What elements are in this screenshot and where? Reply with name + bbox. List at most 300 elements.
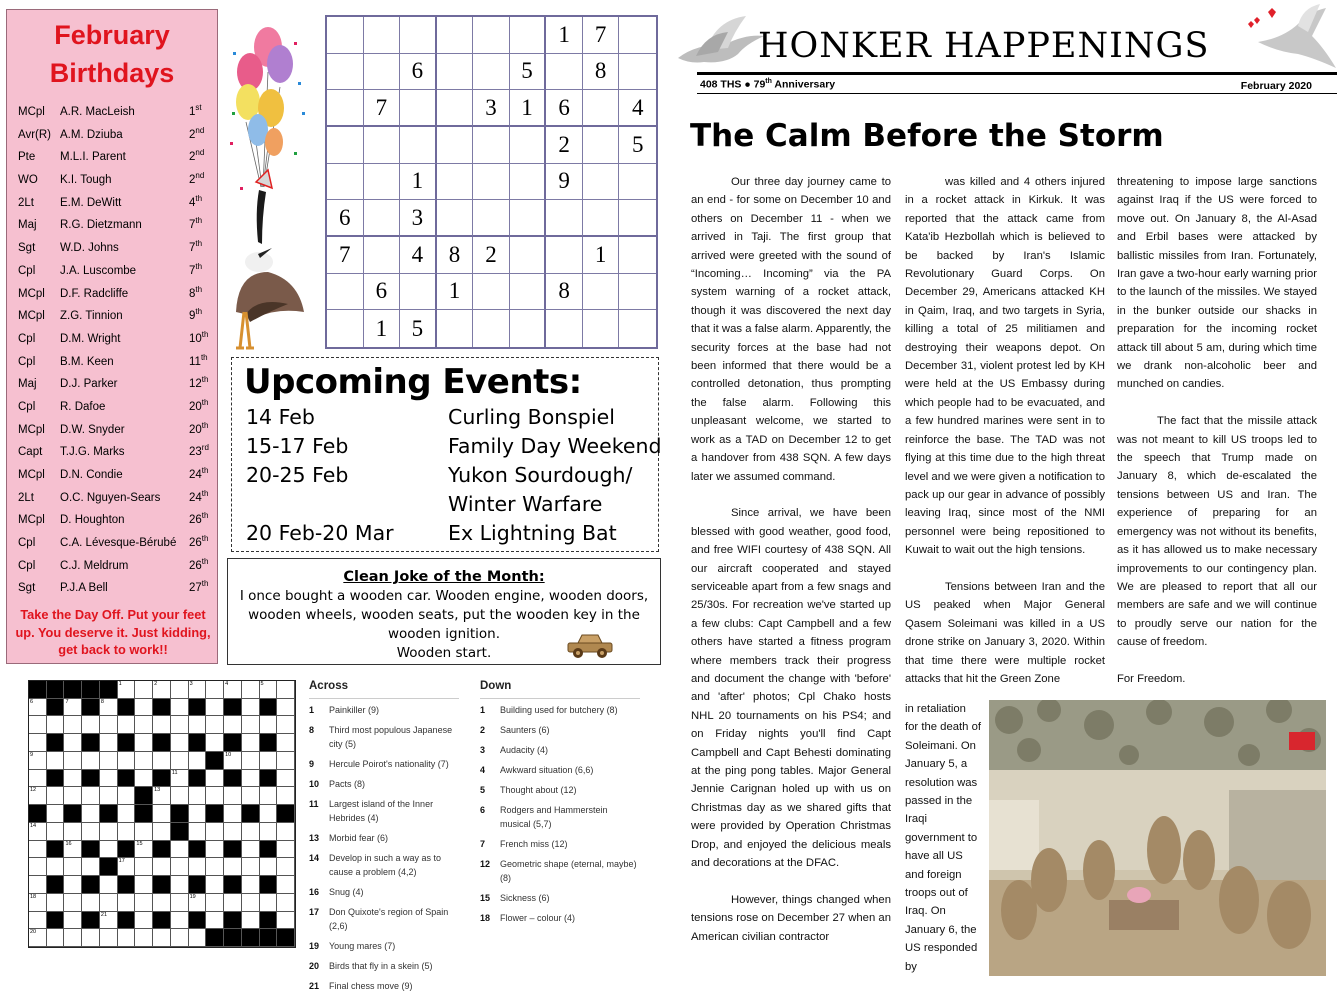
article-headline: The Calm Before the Storm (690, 118, 1164, 154)
sudoku-cell (327, 164, 364, 201)
crossword-block (153, 699, 171, 717)
crossword-block (82, 699, 100, 717)
birthday-day: 20th (189, 420, 209, 436)
clue-number: 6 (480, 805, 486, 815)
crossword-cell (153, 858, 171, 876)
crossword-cell (135, 858, 153, 876)
clue-text: Develop in such a way as to cause a problem (4,2) (329, 853, 442, 877)
down-clue (480, 723, 640, 737)
masthead-rule-top (697, 72, 1337, 75)
crossword-cell (171, 716, 189, 734)
crossword-cell (135, 912, 153, 930)
crossword-cell (47, 894, 65, 912)
birthday-name: E.M. DeWitt (60, 196, 122, 209)
crossword-cell (206, 716, 224, 734)
clue-number: 1 (309, 705, 315, 715)
crossword-block (189, 876, 207, 894)
clue-number: 19 (309, 941, 320, 951)
crossword-cell (206, 823, 224, 841)
crossword-cell (64, 841, 82, 859)
crossword-cell (47, 752, 65, 770)
crossword-cell (206, 858, 224, 876)
crossword-cell (189, 929, 207, 947)
down-heading: Down (480, 680, 640, 699)
sudoku-cell (619, 17, 656, 54)
birthday-row (7, 508, 219, 531)
crossword-number: 4 (225, 681, 229, 687)
crossword-block (260, 876, 278, 894)
sudoku-cell: 4 (619, 90, 656, 127)
crossword-cell (153, 805, 171, 823)
crossword-cell (242, 876, 260, 894)
sudoku-cell: 7 (364, 90, 401, 127)
crossword-cell (277, 876, 295, 894)
sudoku-cell: 1 (364, 310, 401, 347)
crossword-cell (82, 716, 100, 734)
crossword-cell (277, 752, 295, 770)
crossword-block (47, 681, 65, 699)
crossword-cell (82, 752, 100, 770)
article-paragraph: Tensions between Iran and the US peaked when Major General Qasem Soleimani was killed in a US drone strike on January 3, 2020. Within that time there were multiple rocket attacks that hit the Green Zone (905, 580, 1105, 685)
birthday-row (7, 531, 219, 554)
crossword-block (206, 752, 224, 770)
crossword-block (118, 841, 136, 859)
birthdays-panel (6, 9, 218, 664)
sudoku-cell: 6 (400, 54, 437, 91)
crossword-cell (29, 929, 47, 947)
crossword-cell (224, 805, 242, 823)
down-clue (480, 703, 640, 717)
crossword-cell (260, 681, 278, 699)
article-paragraph: For Freedom. (1117, 672, 1186, 685)
sudoku-cell (546, 310, 583, 347)
crossword-cell (64, 912, 82, 930)
down-clue (480, 891, 640, 905)
crossword-number: 18 (30, 893, 37, 900)
birthday-row (7, 123, 219, 146)
crossword-block (189, 734, 207, 752)
crossword-cell (29, 876, 47, 894)
sudoku-cell (583, 127, 620, 164)
sudoku-cell (473, 274, 510, 311)
crossword-block (153, 876, 171, 894)
article-column-2-continued: in retaliation for the death of Soleimani. On January 5, a resolution was passed in the Iraqi government to have all US and foreign troops out of Iraq. On January 6, the US responded by (905, 703, 981, 973)
sudoku-cell (546, 54, 583, 91)
crossword-cell (242, 752, 260, 770)
masthead-rule-bottom (697, 93, 1337, 94)
crossword-cell (277, 699, 295, 717)
event-date: 15-17 Feb (246, 434, 349, 458)
masthead-subline: 408 THS ● 79th Anniversary (700, 78, 836, 91)
crossword-cell (171, 912, 189, 930)
birthday-name: C.J. Meldrum (60, 559, 129, 572)
crossword-cell (206, 681, 224, 699)
birthday-name: W.D. Johns (60, 242, 119, 255)
clue-text: French miss (12) (500, 839, 568, 849)
crossword-cell (277, 841, 295, 859)
crossword-block (153, 912, 171, 930)
clue-text: Birds that fly in a skein (5) (329, 961, 433, 971)
clue-text: Saunters (6) (500, 725, 550, 735)
crossword-cell (224, 716, 242, 734)
birthday-day: 2nd (189, 125, 205, 141)
crossword-block (277, 929, 295, 947)
crossword-number: 7 (65, 698, 69, 705)
crossword-block (47, 912, 65, 930)
crossword-block (47, 770, 65, 788)
crossword-cell (260, 787, 278, 805)
crossword-block (64, 805, 82, 823)
crossword-block (189, 699, 207, 717)
sudoku-cell (510, 310, 547, 347)
crossword-block (224, 841, 242, 859)
birthday-rank: Maj (18, 219, 37, 232)
crossword-cell (100, 770, 118, 788)
birthday-day: 26th (189, 556, 209, 572)
birthday-day: 9th (189, 307, 203, 323)
birthday-rank: MCpl (18, 310, 45, 323)
sudoku-cell: 1 (510, 90, 547, 127)
sudoku-cell (510, 237, 547, 274)
crossword-block (260, 770, 278, 788)
birthday-day: 24th (189, 466, 209, 481)
birthday-day: 12th (189, 375, 209, 391)
across-clue (309, 959, 459, 973)
sudoku-cell: 6 (546, 90, 583, 127)
birthday-rank: WO (18, 174, 38, 187)
crossword-block (224, 929, 242, 947)
sudoku-grid (325, 15, 658, 349)
crossword-cell (171, 770, 189, 788)
article-column-2 (905, 173, 1105, 707)
crossword-block (82, 841, 100, 859)
crossword-cell (100, 716, 118, 734)
crossword-cell (242, 841, 260, 859)
crossword-block (224, 770, 242, 788)
crossword-block (29, 681, 47, 699)
down-clue (480, 911, 640, 925)
sudoku-cell: 8 (583, 54, 620, 91)
clue-text: Don Quixote's region of Spain (2,6) (329, 907, 449, 931)
clue-text: Audacity (4) (500, 745, 549, 755)
across-clue (309, 979, 459, 993)
crossword-block (153, 841, 171, 859)
crossword-cell (206, 770, 224, 788)
crossword-block (153, 770, 171, 788)
crossword-cell (135, 841, 153, 859)
crossword-cell (100, 929, 118, 947)
clue-number: 20 (309, 961, 320, 971)
sudoku-cell (327, 54, 364, 91)
sudoku-cell: 1 (437, 274, 474, 311)
crossword-number: 13 (154, 787, 161, 794)
crossword-cell (260, 894, 278, 912)
birthday-name: M.L.I. Parent (60, 151, 126, 164)
birthday-row (7, 259, 219, 282)
article-paragraph: Since arrival, we have been blessed with good weather, good food, and free WIFI courtesy of 438 SQN. All our aircraft cooperated and stayed serviceable apart from a few snags and 25/30s. For recreation we've started up a few clubs: Capt Campbell and a few others have started a fitness program where members track their progress and document the change with 'before' and 'after' photos; Cpl Chako hosts NHL 20 tournaments on his PS4; and on Friday nights you'll find Capt Campbell and Capt Behesti dominating at the ping pong tables. Major General Jennie Carignan holed up with us on Christmas day as we shared gifts that were provided by Operation Christmas Drop, and enjoyed the delicious meals and decorations at the DFAC. (691, 507, 891, 870)
sudoku-cell (583, 90, 620, 127)
crossword-cell (100, 823, 118, 841)
crossword-cell (118, 894, 136, 912)
crossword-cell (171, 841, 189, 859)
crossword-cell (189, 894, 207, 912)
crossword-number: 12 (30, 787, 37, 794)
dove-left-illustration (676, 14, 766, 74)
clue-text: Painkiller (9) (329, 705, 380, 715)
down-clues (480, 680, 640, 931)
crossword-cell (64, 770, 82, 788)
sudoku-cell (364, 17, 401, 54)
birthday-list (7, 100, 219, 599)
crossword-cell (100, 699, 118, 717)
crossword-cell (224, 752, 242, 770)
birthday-day: 23rd (189, 443, 209, 459)
crossword-cell (64, 823, 82, 841)
sudoku-cell: 3 (473, 90, 510, 127)
crossword-cell (171, 894, 189, 912)
event-name: Curling Bonspiel (448, 405, 615, 429)
crossword-block (260, 841, 278, 859)
crossword-cell (100, 787, 118, 805)
crossword-cell (224, 823, 242, 841)
crossword-cell (64, 894, 82, 912)
birthday-day: 2nd (189, 171, 205, 187)
crossword-cell (189, 858, 207, 876)
balloons-goose-illustration (228, 12, 318, 352)
clue-number: 13 (309, 833, 320, 843)
crossword-cell (224, 858, 242, 876)
crossword-block (47, 699, 65, 717)
crossword-cell (29, 752, 47, 770)
crossword-cell (153, 929, 171, 947)
birthdays-footer: Take the Day Off. Put your feet up. You deserve it. Just kidding, get back to work!! (15, 607, 211, 657)
crossword-cell (171, 787, 189, 805)
birthday-rank: Avr(R) (18, 128, 52, 141)
newsletter-masthead: HONKER HAPPENINGS (758, 26, 1210, 66)
crossword-cell (153, 716, 171, 734)
sudoku-cell: 1 (583, 237, 620, 274)
crossword-cell (64, 699, 82, 717)
sudoku-cell: 8 (546, 274, 583, 311)
crossword-number: 1 (118, 681, 122, 687)
sudoku-cell: 9 (546, 164, 583, 201)
sudoku-cell: 7 (327, 237, 364, 274)
sudoku-cell: 1 (546, 17, 583, 54)
crossword-cell (118, 858, 136, 876)
crossword-cell (29, 699, 47, 717)
crossword-block (118, 912, 136, 930)
birthday-row (7, 191, 219, 214)
birthday-rank: Sgt (18, 582, 36, 595)
crossword-cell (29, 770, 47, 788)
birthday-day: 7th (189, 216, 203, 232)
crossword-block (242, 929, 260, 947)
birthday-row (7, 327, 219, 350)
crossword-cell (242, 699, 260, 717)
crossword-number: 15 (136, 840, 143, 847)
crossword-cell (135, 894, 153, 912)
crossword-cell (135, 876, 153, 894)
crossword-cell (171, 734, 189, 752)
crossword-cell (100, 876, 118, 894)
birthday-name: J.A. Luscombe (60, 264, 137, 277)
crossword-block (47, 841, 65, 859)
crossword-block (224, 699, 242, 717)
issue-date: February 2020 (1240, 80, 1312, 92)
crossword-number: 21 (100, 911, 108, 918)
crossword-cell (153, 894, 171, 912)
crossword-cell (64, 716, 82, 734)
crossword-cell (260, 805, 278, 823)
birthday-day: 26th (189, 534, 209, 550)
crossword-cell (224, 681, 242, 699)
crossword-grid (28, 680, 296, 948)
crossword-cell (153, 787, 171, 805)
sudoku-cell (510, 17, 547, 54)
sudoku-cell (546, 237, 583, 274)
crossword-cell (242, 894, 260, 912)
crossword-block (171, 805, 189, 823)
birthday-rank: Cpl (18, 400, 36, 413)
crossword-cell (206, 912, 224, 930)
sudoku-cell (437, 90, 474, 127)
sudoku-cell: 1 (400, 164, 437, 201)
sudoku-cell (583, 274, 620, 311)
crossword-cell (224, 787, 242, 805)
sudoku-cell (400, 17, 437, 54)
troops-photo (989, 700, 1326, 976)
birthday-rank: Sgt (18, 242, 36, 255)
crossword-cell (277, 734, 295, 752)
birthday-day: 10th (189, 329, 209, 345)
crossword-number: 20 (30, 929, 37, 936)
clue-text: Snug (4) (329, 887, 364, 897)
sudoku-cell (437, 127, 474, 164)
across-clue (309, 703, 459, 717)
crossword-cell (135, 752, 153, 770)
crossword-cell (206, 787, 224, 805)
crossword-cell (260, 752, 278, 770)
sudoku-cell (619, 164, 656, 201)
clue-text: Morbid fear (6) (329, 833, 389, 843)
crossword-cell (206, 734, 224, 752)
event-date: 20-25 Feb (246, 463, 349, 487)
crossword-cell (206, 894, 224, 912)
crossword-block (82, 876, 100, 894)
dove-right-illustration (1238, 4, 1338, 70)
clue-number: 11 (309, 799, 319, 809)
clue-text: Hercule Poirot's nationality (7) (329, 759, 449, 769)
crossword-block (189, 770, 207, 788)
crossword-cell (47, 823, 65, 841)
birthday-row (7, 576, 219, 599)
crossword-cell (82, 787, 100, 805)
birthday-rank: Cpl (18, 355, 36, 368)
clue-text: Largest island of the Inner Hebrides (4) (329, 799, 434, 823)
crossword-cell (29, 823, 47, 841)
crossword-cell (171, 681, 189, 699)
crossword-block (100, 681, 118, 699)
birthday-name: D.N. Condie (60, 469, 123, 481)
crossword-cell (47, 787, 65, 805)
birthday-rank: Cpl (18, 332, 36, 345)
birthday-day: 7th (189, 261, 203, 277)
article-paragraph: Our three day journey came to an end - for some on December 10 and others on December 11 - when we arrived in Taji. The first group that arrived were greeted with the sound of “Incoming… Incoming” via the PA system warning of a rocket attack, though it was discovered the next day that it was a false alarm. Apparently, the security forces at the base had not been informed that there would be a controlled detonation, thus prompting the false alarm. Following this unpleasant welcome, we started to work as a TAD on December 12 to get a handover from 438 SQN. A few days later we assumed command. (691, 176, 891, 483)
crossword-cell (29, 787, 47, 805)
article-column-1 (691, 173, 891, 964)
clue-number: 17 (309, 907, 320, 917)
sudoku-cell (510, 200, 547, 237)
birthday-rank: Pte (18, 151, 36, 164)
clue-number: 12 (480, 859, 491, 869)
crossword-cell (64, 787, 82, 805)
birthday-row (7, 282, 219, 305)
clue-number: 3 (480, 745, 486, 755)
sudoku-cell (327, 127, 364, 164)
across-clue (309, 757, 459, 771)
crossword-cell (29, 734, 47, 752)
sudoku-cell (327, 90, 364, 127)
down-clue (480, 783, 640, 797)
sudoku-cell (510, 164, 547, 201)
crossword-block (118, 876, 136, 894)
birthday-name: A.M. Dziuba (60, 128, 123, 141)
across-clue (309, 831, 459, 845)
crossword-cell (64, 929, 82, 947)
crossword-block (153, 734, 171, 752)
crossword-block (260, 912, 278, 930)
crossword-cell (64, 752, 82, 770)
crossword-block (118, 734, 136, 752)
clue-number: 9 (309, 759, 315, 769)
birthday-rank: MCpl (18, 469, 45, 481)
sudoku-cell: 5 (619, 127, 656, 164)
sudoku-cell: 4 (400, 237, 437, 274)
birthday-row (7, 440, 219, 463)
crossword-cell (29, 858, 47, 876)
crossword-number: 9 (30, 751, 34, 758)
birthday-row (7, 486, 219, 509)
birthday-name: Z.G. Tinnion (60, 310, 123, 323)
birthday-row (7, 395, 219, 418)
crossword-block (260, 929, 278, 947)
events-title: Upcoming Events: (244, 362, 582, 402)
clue-text: Geometric shape (eternal, maybe) (8) (500, 859, 637, 883)
birthday-row (7, 236, 219, 259)
birthday-name: R.G. Dietzmann (60, 219, 142, 232)
across-clue (309, 939, 459, 953)
birthday-name: O.C. Nguyen-Sears (60, 491, 161, 504)
crossword-cell (171, 752, 189, 770)
crossword-cell (82, 894, 100, 912)
sudoku-cell (510, 274, 547, 311)
across-clues (309, 680, 459, 999)
article-paragraph: threatening to impose large sanctions against Iraq if the US were forced to move out. On January 8, the Al-Asad and Erbil bases were attacked by ballistic missiles from Iran. Fortunately, Iran gave a two-hour early warning prior to the launch of the missiles. We stayed in the bunker outside our shacks in preparation for the incoming rocket attack till about 5 am, during which time we drank non-alcoholic beer and munched on candies. (1117, 176, 1317, 391)
sudoku-cell (437, 200, 474, 237)
crossword-block (47, 876, 65, 894)
crossword-cell (135, 716, 153, 734)
clue-text: Third most populous Japanese city (5) (329, 725, 453, 749)
joke-body: I once bought a wooden car. Wooden engine, wooden doors, wooden wheels, wooden seats, put the wooden key in the wooden ignition. (239, 588, 649, 642)
sudoku-cell (510, 127, 547, 164)
crossword-cell (47, 805, 65, 823)
birthday-name: P.J.A Bell (60, 582, 108, 595)
birthday-row (7, 554, 219, 577)
sudoku-cell: 3 (400, 200, 437, 237)
crossword-block (224, 912, 242, 930)
birthday-day: 26th (189, 511, 209, 527)
crossword-cell (153, 752, 171, 770)
